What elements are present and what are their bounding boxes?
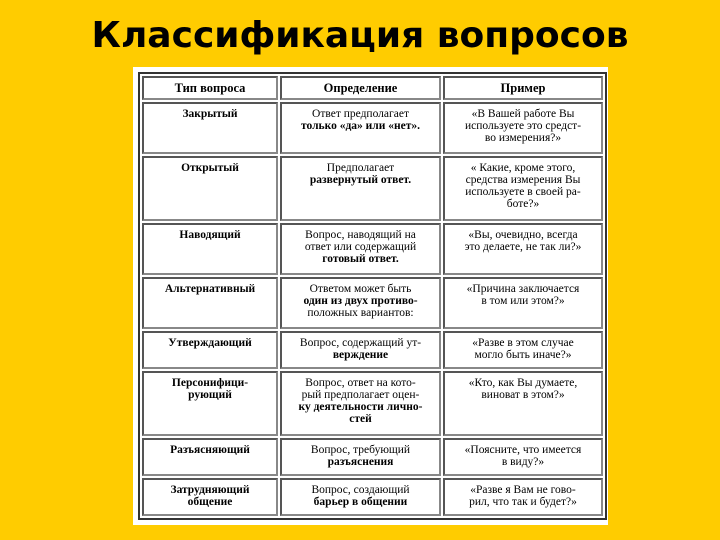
cell-definition: Вопрос, создающий барьер в общении: [280, 478, 441, 516]
cell-example: «Разве в этом случае могло быть иначе?»: [443, 331, 603, 369]
cell-example: «Вы, очевидно, всегда это делаете, не так ли?»: [443, 223, 603, 275]
table-row: [142, 156, 603, 222]
cell-type: Закрытый: [142, 102, 278, 154]
cell-definition: Вопрос, ответ на кото- рый предполагает оцен- ку деятельности лично- стей: [280, 371, 441, 437]
cell-example: «В Вашей работе Вы используете это средст- во измерения?»: [443, 102, 603, 154]
cell-type: Наводящий: [142, 223, 278, 275]
cell-definition: Вопрос, требующий разъяснения: [280, 438, 441, 476]
table-header-row: [142, 76, 603, 100]
cell-example: «Причина заключается в том или этом?»: [443, 277, 603, 329]
cell-type: Затрудняющий общение: [142, 478, 278, 516]
cell-type: Открытый: [142, 156, 278, 222]
header-definition: Определение: [280, 76, 441, 100]
cell-example: «Поясните, что имеется в виду?»: [443, 438, 603, 476]
cell-type: Утверждающий: [142, 331, 278, 369]
cell-definition: Вопрос, содержащий ут- верждение: [280, 331, 441, 369]
classification-table-panel: [133, 67, 608, 525]
table-row: [142, 478, 603, 516]
table-row: [142, 277, 603, 329]
table-row: [142, 331, 603, 369]
cell-type: Альтернативный: [142, 277, 278, 329]
cell-example: «Кто, как Вы думаете, виноват в этом?»: [443, 371, 603, 437]
cell-definition: Ответ предполагает только «да» или «нет».: [280, 102, 441, 154]
cell-type: Персонифици- рующий: [142, 371, 278, 437]
cell-example: « Какие, кроме этого, средства измерения Вы используете в своей ра- боте?»: [443, 156, 603, 222]
table-row: [142, 223, 603, 275]
header-type: Тип вопроса: [142, 76, 278, 100]
table-row: [142, 102, 603, 154]
classification-table: [138, 72, 607, 520]
cell-example: «Разве я Вам не гово- рил, что так и будет?»: [443, 478, 603, 516]
header-example: Пример: [443, 76, 603, 100]
cell-definition: Ответом может быть один из двух противо- положных вариантов:: [280, 277, 441, 329]
cell-definition: Вопрос, наводящий на ответ или содержащий готовый ответ.: [280, 223, 441, 275]
table-row: [142, 438, 603, 476]
cell-type: Разъясняющий: [142, 438, 278, 476]
table-row: [142, 371, 603, 437]
cell-definition: Предполагает развернутый ответ.: [280, 156, 441, 222]
slide-title: Классификация вопросов: [91, 15, 629, 56]
